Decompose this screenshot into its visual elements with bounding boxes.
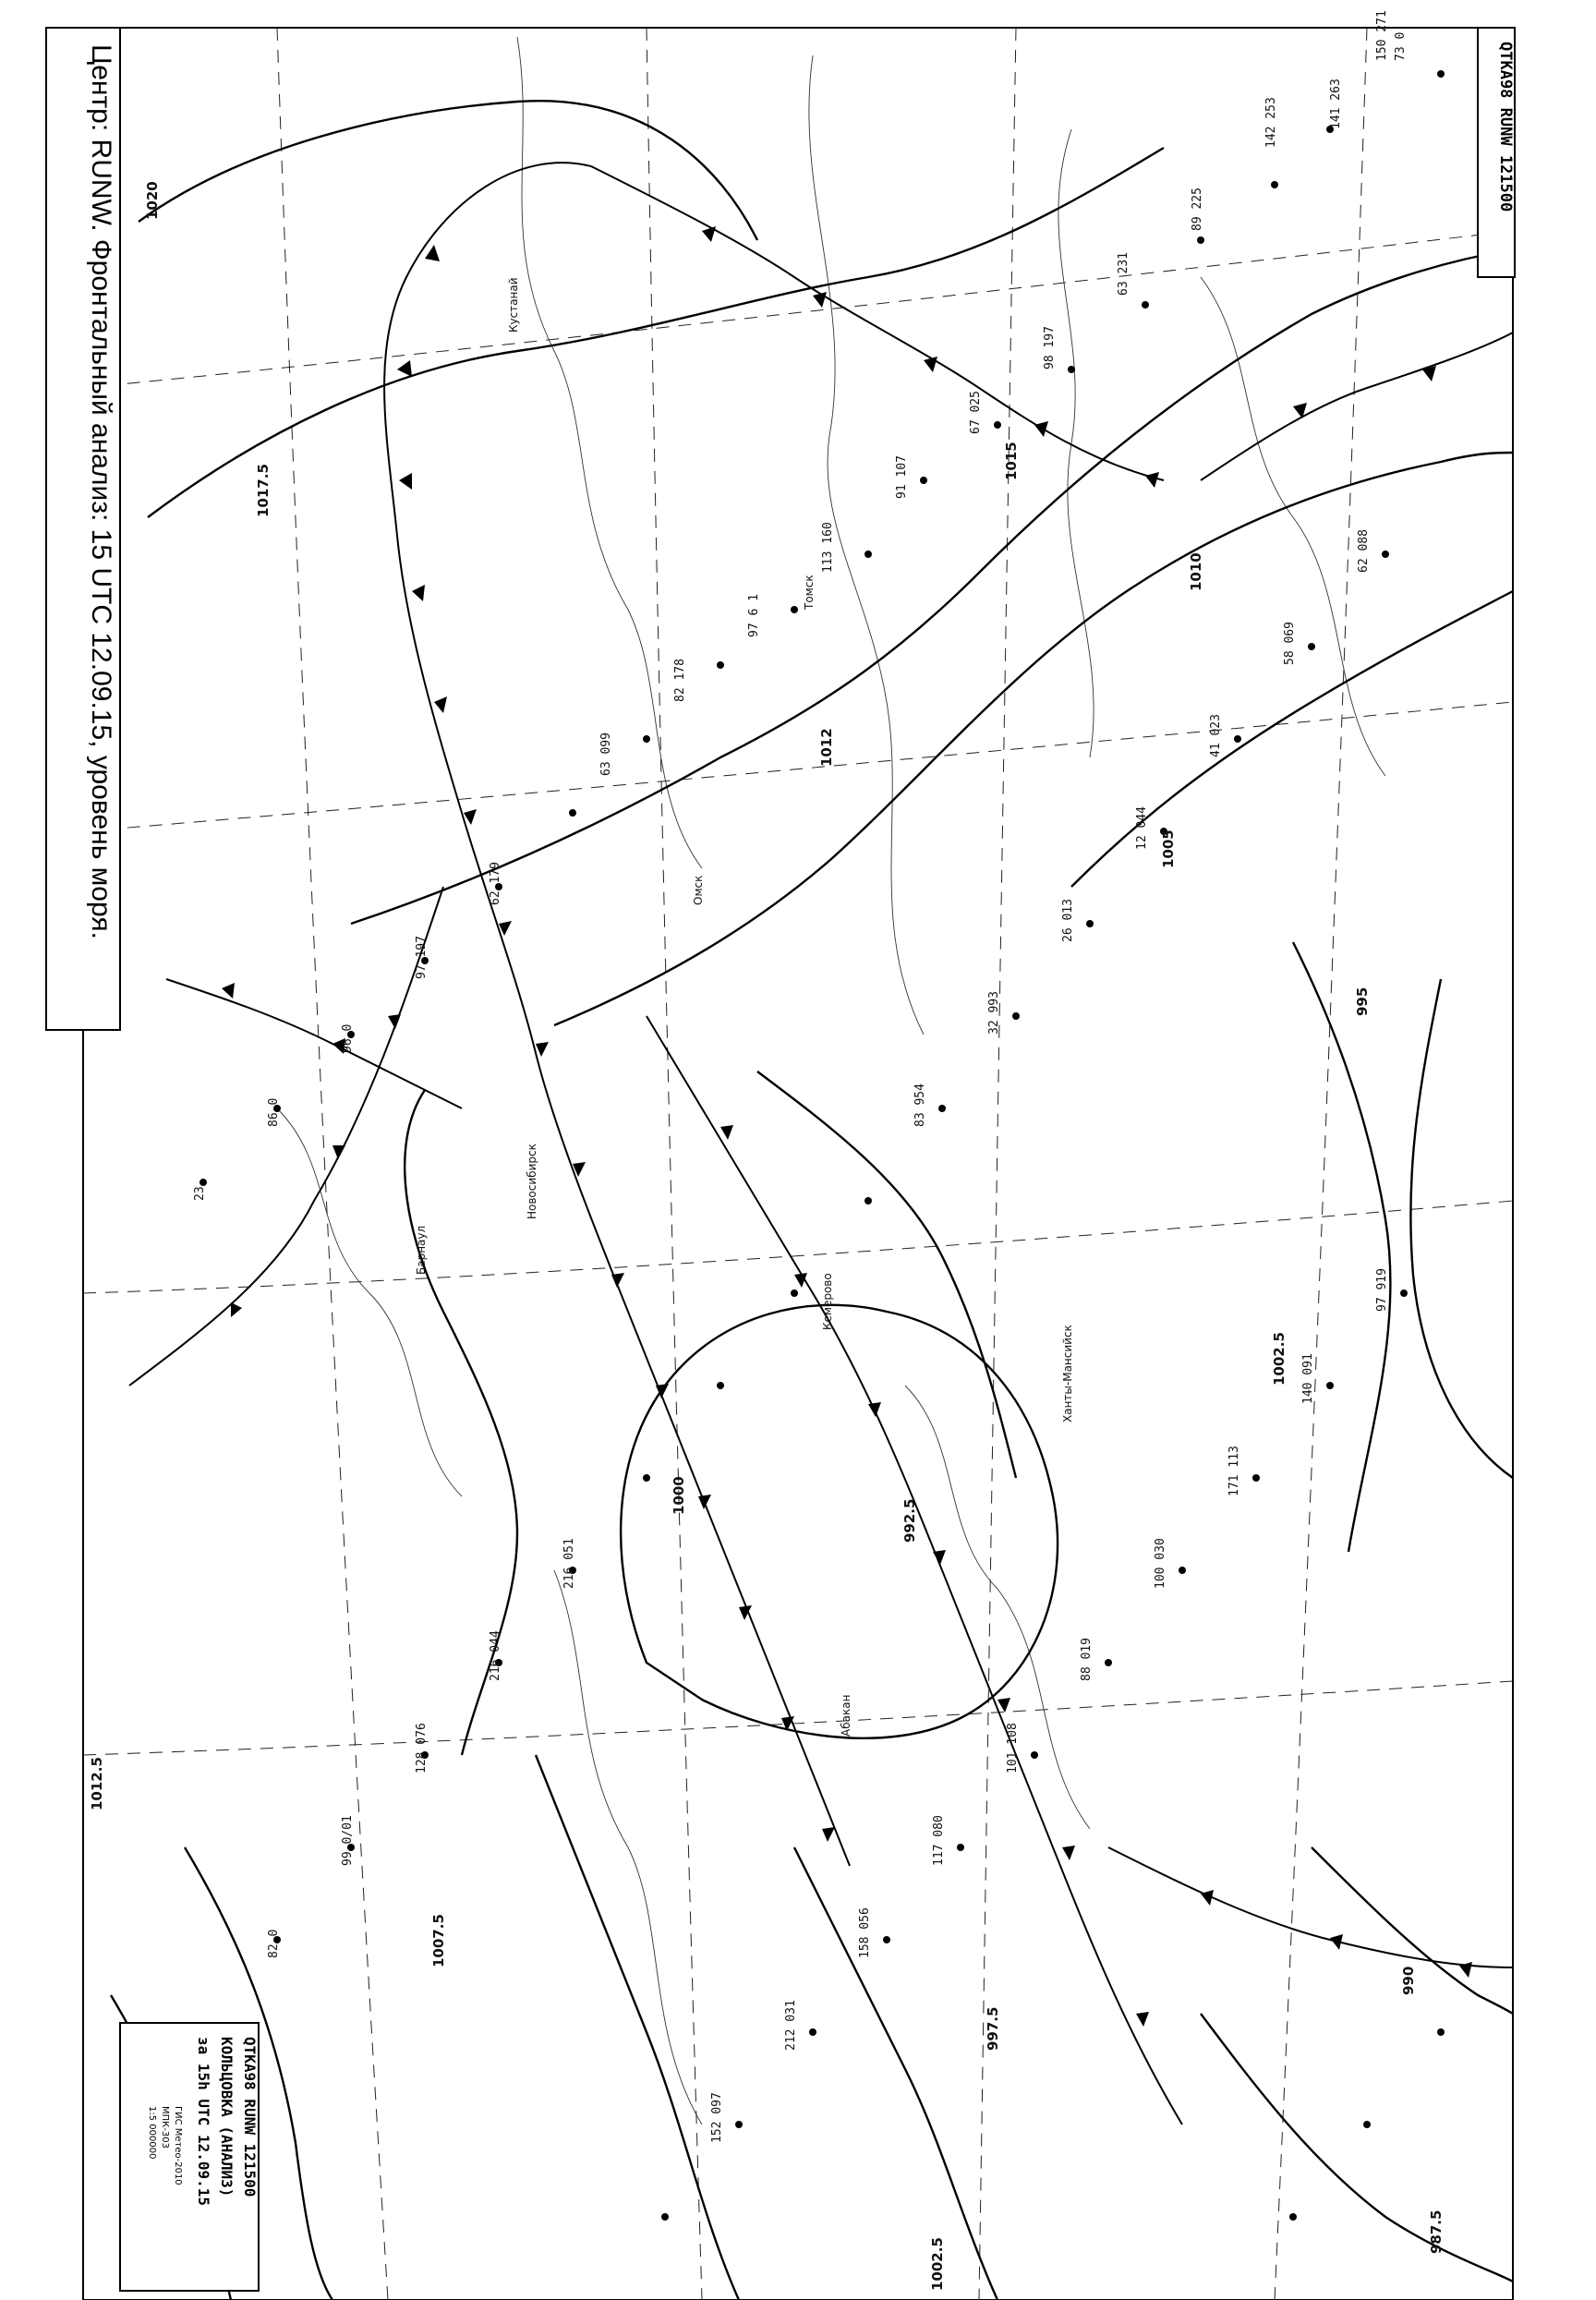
isobar-label: 1010 xyxy=(1188,552,1204,591)
station-label: 26 013 xyxy=(1061,899,1075,942)
station-label: 141 263 xyxy=(1329,79,1343,129)
station-label: 128 076 xyxy=(415,1723,429,1773)
station-label: 98 197 xyxy=(1043,326,1057,369)
station-label: 82 0 xyxy=(267,1929,281,1958)
front-lines xyxy=(129,163,1513,2124)
station-label: 150 271 xyxy=(1375,10,1389,61)
isobar-label: 1002.5 xyxy=(929,2237,946,2291)
station-label: 158 056 xyxy=(858,1907,872,1958)
station-label: 216 044 xyxy=(489,1630,502,1681)
station-label: 62 179 xyxy=(489,862,502,905)
station-label: 101 108 xyxy=(1006,1723,1020,1773)
city-label: Ханты-Мансийск xyxy=(1061,1325,1074,1422)
station-label: 41 023 xyxy=(1209,714,1223,757)
isobars xyxy=(111,101,1513,2300)
info-box xyxy=(120,2023,259,2291)
city-label: Кемерово xyxy=(821,1273,834,1330)
info-line-3: за 15h UTC 12.09.15 xyxy=(195,2037,212,2207)
station-label: 62 088 xyxy=(1357,529,1371,573)
city-label: Омск xyxy=(692,875,705,905)
isobar-label: 1000 xyxy=(671,1476,687,1515)
isobar-label: 990 xyxy=(1400,1966,1417,1995)
isobar-label: 1012 xyxy=(818,728,835,767)
title-box xyxy=(46,28,120,1030)
station-label: 212 031 xyxy=(784,2000,798,2051)
top-stamp-box xyxy=(1478,28,1515,277)
station-label: 89 225 xyxy=(1191,188,1204,231)
isobar-label: 1005 xyxy=(1160,829,1177,868)
station-label: 12 044 xyxy=(1135,806,1149,850)
station-label: 216 051 xyxy=(562,1538,576,1589)
city-label: Новосибирск xyxy=(526,1144,538,1219)
info-line-6: 1:5 000000 xyxy=(147,2106,157,2160)
station-label: 142 253 xyxy=(1264,97,1278,148)
station-label: 140 091 xyxy=(1301,1353,1315,1404)
station-label: 83 954 xyxy=(913,1083,927,1127)
info-line-4: ГИС Метео-2010 xyxy=(173,2106,183,2185)
station-label: 86 0 xyxy=(267,1097,281,1127)
station-label: 82 178 xyxy=(673,659,687,702)
station-label: 171 113 xyxy=(1227,1446,1241,1496)
isobar-label: 1015 xyxy=(1003,442,1020,480)
info-line-2: КОЛЬЦОВКА (АНАЛИЗ) xyxy=(218,2037,236,2197)
isobar-label: 1002.5 xyxy=(1271,1332,1288,1386)
isobar-label: 1012.5 xyxy=(89,1757,105,1810)
station-label: 58 069 xyxy=(1283,622,1297,665)
station-label: 99 0/01 xyxy=(341,1815,355,1866)
station-label: 97 197 xyxy=(415,936,429,979)
city-label: Барнаул xyxy=(415,1225,428,1275)
city-label: Томск xyxy=(803,575,816,610)
station-label: 73 0 xyxy=(1394,31,1408,61)
city-labels xyxy=(415,277,1074,1737)
station-label: 97 6 1 xyxy=(747,594,761,637)
isobar-label: 992.5 xyxy=(901,1498,918,1543)
isobar-label: 1007.5 xyxy=(430,1914,447,1967)
grid-lines xyxy=(83,28,1513,2300)
city-label: Абакан xyxy=(840,1694,852,1737)
isobar-label: 995 xyxy=(1354,987,1371,1016)
main-title: Центр: RUNW. Фронтальный анализ: 15 UTC 12.09.15, уровень моря. xyxy=(86,44,116,939)
station-label: 91 107 xyxy=(895,455,909,499)
station-label: 23 xyxy=(193,1186,207,1201)
station-label: 113 160 xyxy=(821,522,835,573)
isobar-label: 1017.5 xyxy=(255,464,272,517)
station-label: 100 030 xyxy=(1154,1538,1167,1589)
isobar-label: 987.5 xyxy=(1428,2209,1445,2254)
station-label: 63 231 xyxy=(1117,252,1130,296)
station-label: 32 993 xyxy=(987,991,1001,1035)
station-label: 96 0 xyxy=(341,1023,355,1053)
isobar-label: 1020 xyxy=(144,181,161,220)
info-line-5: МПК-303 xyxy=(160,2106,170,2149)
station-label: 88 019 xyxy=(1080,1638,1094,1681)
station-label: 152 097 xyxy=(710,2092,724,2143)
info-line-1: QTKA98 RUNW 121500 xyxy=(241,2037,259,2197)
rivers xyxy=(277,37,1385,2124)
isobar-label: 997.5 xyxy=(985,2006,1001,2051)
station-markers xyxy=(200,70,1445,2221)
map-frame xyxy=(83,28,1513,2300)
city-label: Кустанай xyxy=(507,277,520,333)
station-label: 97 919 xyxy=(1375,1268,1389,1312)
station-label: 67 025 xyxy=(969,391,983,434)
station-label: 117 080 xyxy=(932,1815,946,1866)
top-stamp: QTKA98 RUNW 121500 xyxy=(1496,42,1515,212)
station-label: 63 099 xyxy=(599,732,613,776)
